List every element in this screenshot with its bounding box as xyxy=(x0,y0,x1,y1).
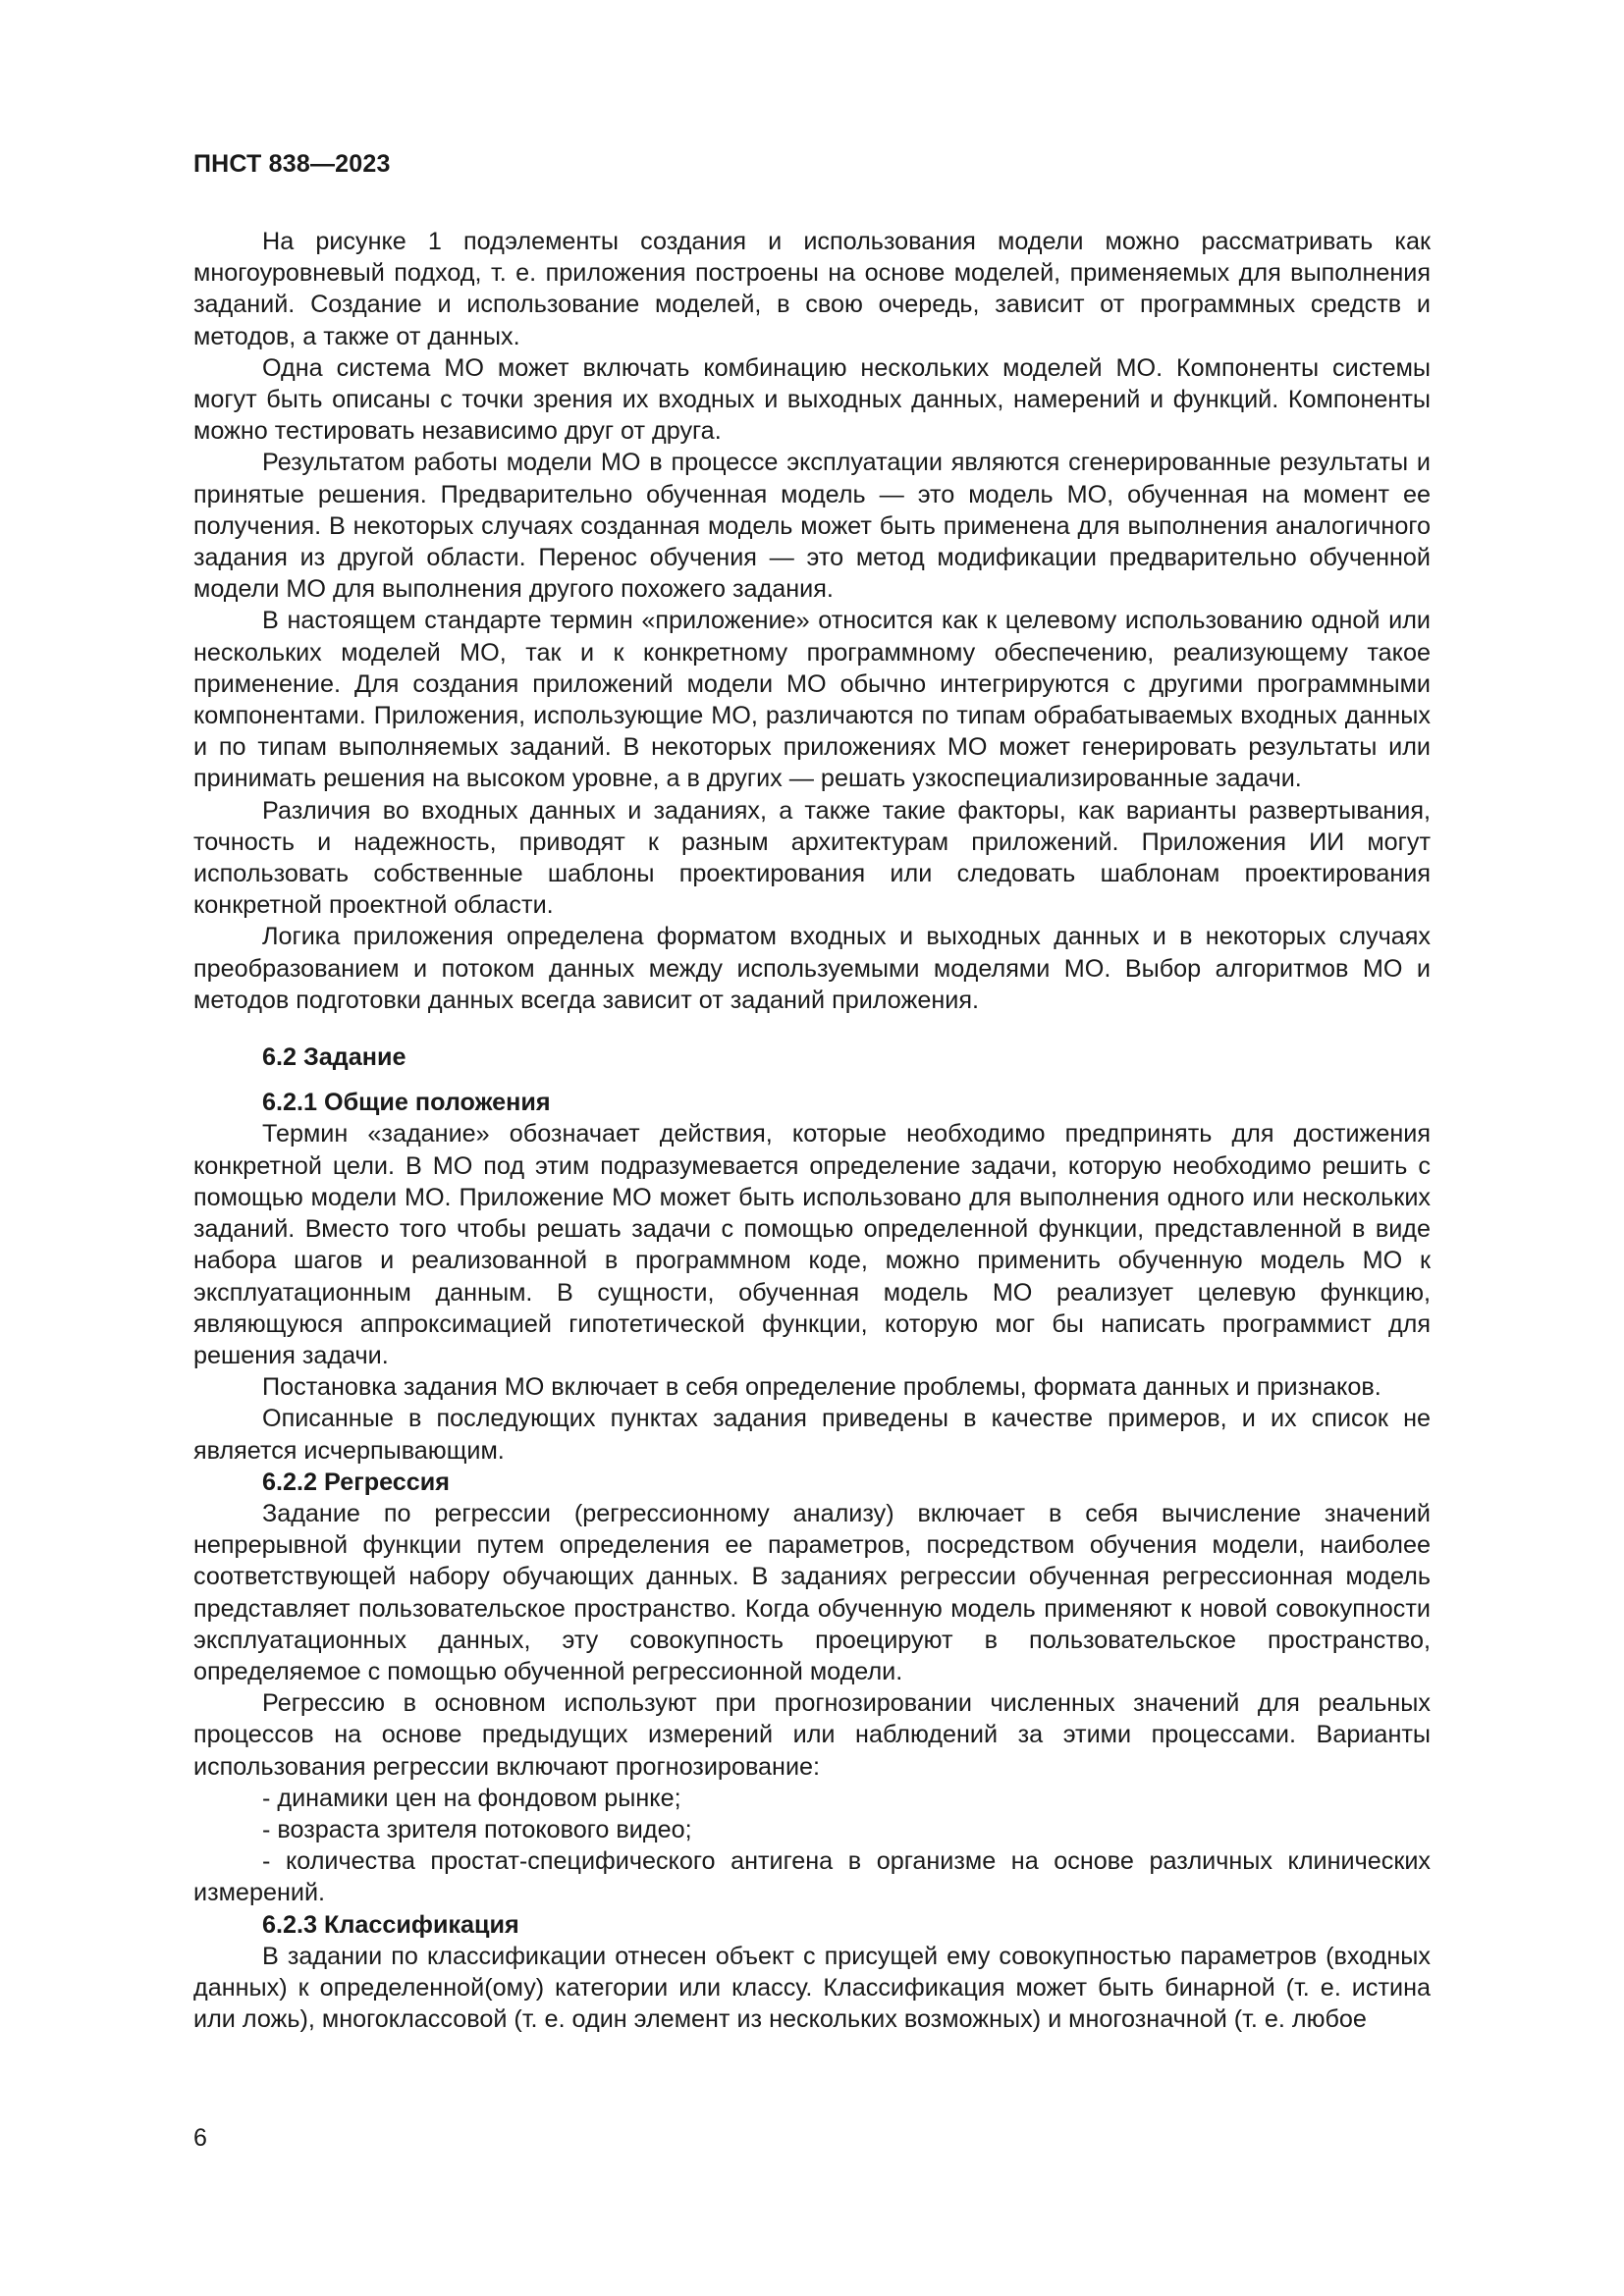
subsection-heading-6-2-3: 6.2.3 Классификация xyxy=(262,1910,519,1939)
paragraph: В задании по классификации отнесен объект с присущей ему совокупностью параметров (входных данных) к определенной(ому) категории или классу. Классификация может быть бинарной (т. е. истина или ложь), многоклассовой (т. е. один элемент из нескольких возможных) и многозначной (т. е. любое xyxy=(193,1942,1431,2034)
subsection-heading-6-2-2: 6.2.2 Регрессия xyxy=(262,1468,450,1496)
paragraph: В настоящем стандарте термин «приложение» относится как к целевому использованию одной или нескольких моделей МО, так и к конкретному программному обеспечению, реализующему такое применение. Для создания приложений модели МО обычно интегрируются с другими программными компонентами. Приложения, использующие МО, различаются по типам обрабатываемых входных данных и по типам выполняемых заданий. В некоторых приложениях МО может генерировать результаты или принимать решения на высоком уровне, а в других — решать узкоспециализированные задачи. xyxy=(193,607,1431,793)
paragraph: Термин «задание» обозначает действия, которые необходимо предпринять для достижения конкретной цели. В МО под этим подразумевается определение задачи, которую необходимо решить с помощью модели МО. Приложение МО может быть использовано для выполнения одного или нескольких заданий. Вместо того чтобы решать задачи с помощью определенной функции, представленной в виде набора шагов и реализованной в программном коде, можно применить обученную модель МО к эксплуатационным данным. В сущности, обученная модель МО реализует целевую функцию, являющуюся аппроксимацией гипотетической функции, которую мог бы написать программист для решения задачи. xyxy=(193,1120,1431,1369)
paragraph: Постановка задания МО включает в себя определение проблемы, формата данных и признаков. xyxy=(262,1373,1381,1402)
paragraph: Задание по регрессии (регрессионному анализу) включает в себя вычисление значений непрерывной функции путем определения ее параметров, посредством обучения модели, наиболее соответствующей набору обучающих данных. В заданиях регрессии обученная регрессионная модель представляет пользовательское пространство. Когда обученную модель применяют к новой совокупности эксплуатационных данных, эту совокупность проецируют в пользовательское пространство, определяемое с помощью обученной регрессионной модели. xyxy=(193,1499,1431,1685)
paragraph: Регрессию в основном используют при прогнозировании численных значений для реальных процессов на основе предыдущих измерений или наблюдений за этими процессами. Варианты использования регрессии включают прогнозирование: xyxy=(193,1689,1431,1781)
document-body xyxy=(193,226,1431,2035)
subsection-heading-6-2-1: 6.2.1 Общие положения xyxy=(262,1089,551,1117)
section-heading-6-2: 6.2 Задание xyxy=(262,1043,406,1072)
paragraph: Описанные в последующих пунктах задания приведены в качестве примеров, и их список не является исчерпывающим. xyxy=(193,1405,1431,1465)
paragraph: Одна система МО может включать комбинацию нескольких моделей МО. Компоненты системы могут быть описаны с точки зрения их входных и выходных данных, намерений и функций. Компоненты можно тестировать независимо друг от друга. xyxy=(193,353,1431,446)
document-code-header: ПНСТ 838—2023 xyxy=(193,150,391,178)
list-item: - количества простат-специфического антигена в организме на основе различных клинических измерений. xyxy=(193,1847,1431,1907)
paragraph: На рисунке 1 подэлементы создания и использования модели можно рассматривать как многоуровневый подход, т. е. приложения построены на основе моделей, применяемых для выполнения заданий. Создание и использование моделей, в свою очередь, зависит от программных средств и методов, а также от данных. xyxy=(193,228,1431,350)
list-item: - возраста зрителя потокового видео; xyxy=(262,1815,692,1843)
paragraph: Логика приложения определена форматом входных и выходных данных и в некоторых случаях преобразованием и потоком данных между используемыми моделями МО. Выбор алгоритмов МО и методов подготовки данных всегда зависит от заданий приложения. xyxy=(193,923,1431,1014)
paragraph: Различия во входных данных и заданиях, а также такие факторы, как варианты развертывания, точность и надежность, приводят к разным архитектурам приложений. Приложения ИИ могут использовать собственные шаблоны проектирования или следовать шаблонам проектирования конкретной проектной области. xyxy=(193,796,1431,920)
paragraph: Результатом работы модели МО в процессе эксплуатации являются сгенерированные результаты и принятые решения. Предварительно обученная модель — это модель МО, обученная на момент ее получения. В некоторых случаях созданная модель может быть применена для выполнения аналогичного задания из другой области. Перенос обучения — это метод модификации предварительно обученной модели МО для выполнения другого похожего задания. xyxy=(193,449,1431,604)
page-number: 6 xyxy=(193,2124,207,2152)
list-item: - динамики цен на фондовом рынке; xyxy=(262,1784,681,1812)
